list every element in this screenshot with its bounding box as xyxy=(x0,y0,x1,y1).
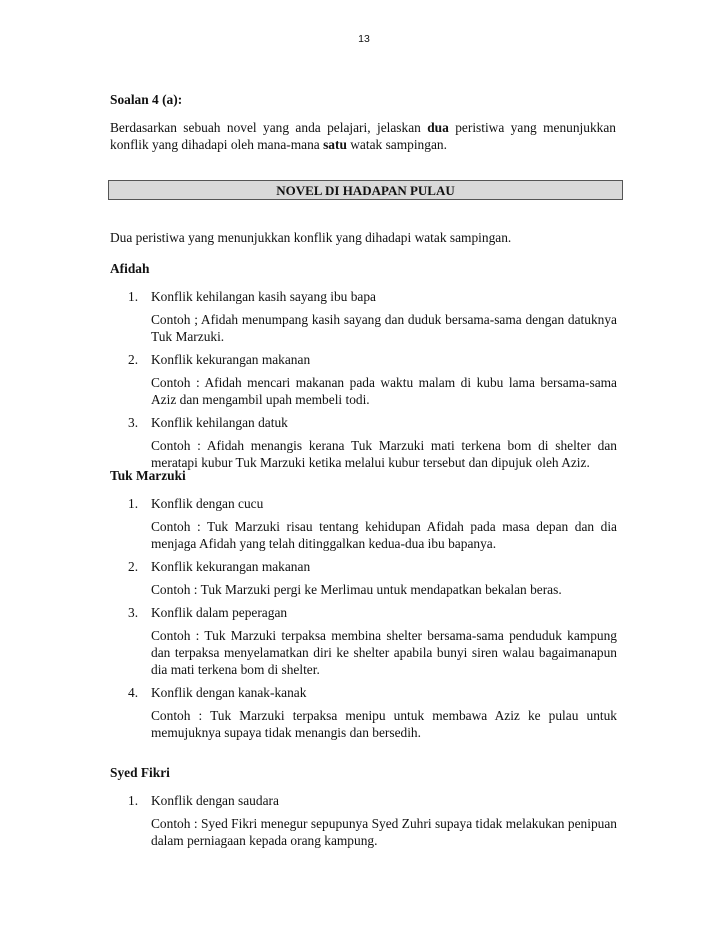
character-name: Afidah xyxy=(110,261,150,276)
question-text-part3: watak sampingan. xyxy=(346,137,447,152)
conflict-list xyxy=(110,792,617,849)
conflict-title: Konflik dengan cucu xyxy=(151,496,264,511)
character-section-tuk-marzuki xyxy=(110,467,617,741)
conflict-item xyxy=(110,495,617,552)
conflict-example: Contoh : Syed Fikri menegur sepupunya Syed Zuhri supaya tidak melakukan penipuan dalam perniagaan kepada orang kampung. xyxy=(151,816,617,848)
novel-title: NOVEL DI HADAPAN PULAU xyxy=(276,182,455,198)
conflict-example: Contoh : Tuk Marzuki risau tentang kehidupan Afidah pada masa depan dan dia menjaga Afidah yang telah ditinggalkan kedua-dua ibu bapanya. xyxy=(151,519,617,551)
conflict-item xyxy=(110,604,617,678)
conflict-item xyxy=(110,558,617,598)
conflict-example: Contoh : Afidah menangis kerana Tuk Marzuki mati terkena bom di shelter dan meratapi kubur Tuk Marzuki ketika melalui kubur tersebut dan dipujuk oleh Aziz. xyxy=(151,438,617,470)
conflict-title: Konflik dalam peperagan xyxy=(151,605,288,620)
character-section-syed-fikri xyxy=(110,764,617,849)
page-number: 13 xyxy=(358,33,370,45)
item-number: 3. xyxy=(128,605,139,620)
conflict-title: Konflik kekurangan makanan xyxy=(151,352,311,367)
conflict-example: Contoh : Tuk Marzuki pergi ke Merlimau untuk mendapatkan bekalan beras. xyxy=(151,582,562,597)
conflict-list xyxy=(110,288,617,471)
conflict-item xyxy=(110,288,617,345)
question-text xyxy=(110,119,616,153)
question-bold-dua: dua xyxy=(427,120,449,135)
item-number: 1. xyxy=(128,496,139,511)
question-bold-satu: satu xyxy=(323,137,347,152)
conflict-title: Konflik kehilangan datuk xyxy=(151,415,288,430)
conflict-title: Konflik kekurangan makanan xyxy=(151,559,311,574)
conflict-item xyxy=(110,414,617,471)
character-name: Tuk Marzuki xyxy=(110,468,186,483)
character-section-afidah xyxy=(110,260,617,471)
character-name: Syed Fikri xyxy=(110,765,170,780)
conflict-list xyxy=(110,495,617,741)
item-number: 2. xyxy=(128,352,139,367)
item-number: 4. xyxy=(128,685,139,700)
novel-title-box xyxy=(108,180,623,200)
conflict-item xyxy=(110,792,617,849)
conflict-title: Konflik dengan saudara xyxy=(151,793,279,808)
question-text-part2: peristiwa yang menunjukkan konflik yang dihadapi oleh mana-mana xyxy=(110,120,616,152)
conflict-title: Konflik kehilangan kasih sayang ibu bapa xyxy=(151,289,376,304)
conflict-example: Contoh : Afidah mencari makanan pada waktu malam di kubu lama bersama-sama Aziz dan mengambil upah membeli todi. xyxy=(151,375,617,407)
question-label: Soalan 4 (a): xyxy=(110,92,183,107)
item-number: 3. xyxy=(128,415,139,430)
item-number: 1. xyxy=(128,289,139,304)
item-number: 2. xyxy=(128,559,139,574)
conflict-example: Contoh : Tuk Marzuki terpaksa membina shelter bersama-sama penduduk kampung dan terpaksa menyelamatkan diri ke shelter apabila bunyi siren walau bagaimanapun dia mati terkena bom di shelter. xyxy=(151,628,617,677)
conflict-item xyxy=(110,684,617,741)
conflict-item xyxy=(110,351,617,408)
question-text-part1: Berdasarkan sebuah novel yang anda pelajari, jelaskan xyxy=(110,120,428,135)
item-number: 1. xyxy=(128,793,139,808)
conflict-example: Contoh : Tuk Marzuki terpaksa menipu untuk membawa Aziz ke pulau untuk memujuknya supaya tidak menangis dan bersedih. xyxy=(151,708,617,740)
conflict-example: Contoh ; Afidah menumpang kasih sayang dan duduk bersama-sama dengan datuknya Tuk Marzuki. xyxy=(151,312,617,344)
conflict-title: Konflik dengan kanak-kanak xyxy=(151,685,307,700)
intro-text: Dua peristiwa yang menunjukkan konflik yang dihadapi watak sampingan. xyxy=(110,230,512,245)
